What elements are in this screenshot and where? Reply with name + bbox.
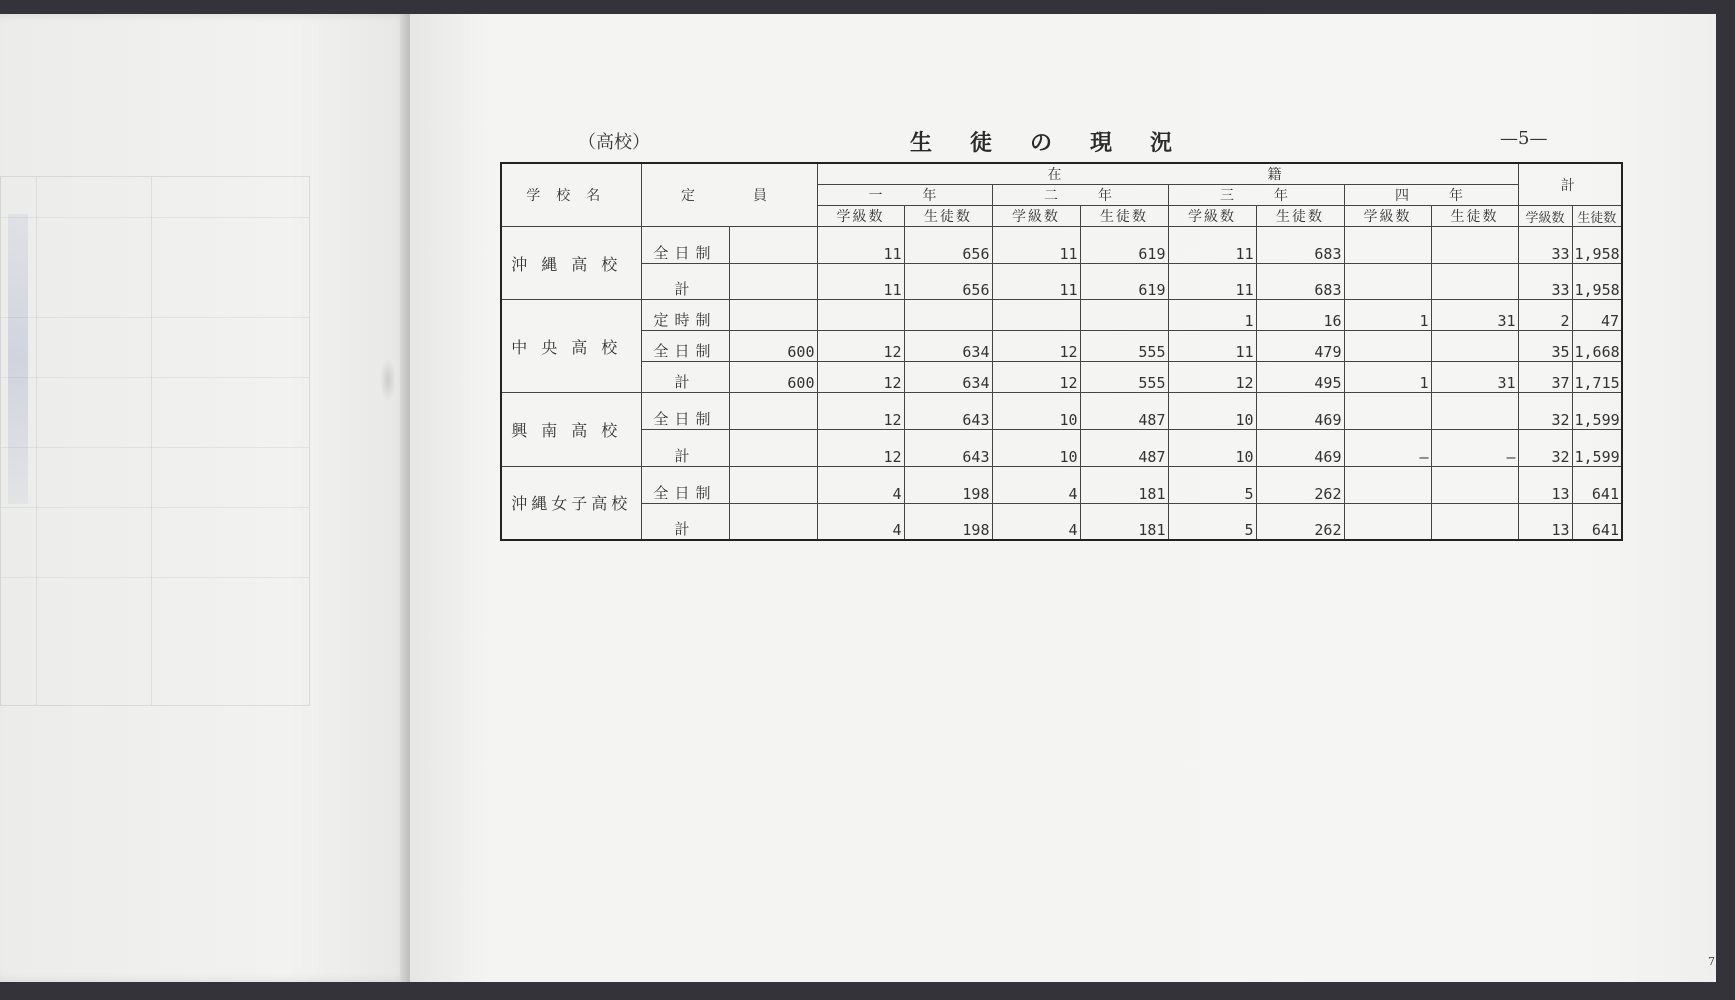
year4-student-count: — [1431,430,1518,467]
year2-student-count: 487 [1080,430,1168,467]
capacity-cell [729,300,817,331]
year2-student-count: 619 [1080,263,1168,300]
capacity-cell [729,503,817,540]
header-enrolled: 在 籍 [817,163,1518,185]
total-class-count: 13 [1518,503,1572,540]
school-name: 中央高校 [501,300,641,393]
capacity-cell: 600 [729,331,817,362]
table-row [501,227,1622,264]
header-student-count: 生徒数 [904,206,992,227]
total-student-count: 1,668 [1572,331,1622,362]
header-class-count: 学級数 [817,206,904,227]
total-class-count: 33 [1518,227,1572,264]
capacity-cell [729,466,817,503]
year2-class-count: 4 [992,503,1080,540]
total-student-count: 1,958 [1572,227,1622,264]
enrollment-type: 全日制 [641,466,729,503]
year2-student-count: 181 [1080,466,1168,503]
year3-student-count: 469 [1256,430,1344,467]
year1-student-count: 643 [904,430,992,467]
school-name: 興南高校 [501,393,641,466]
header-total-student-count: 生徒数 [1572,206,1622,227]
enrollment-type: 全日制 [641,331,729,362]
total-class-count: 2 [1518,300,1572,331]
year4-student-count [1431,393,1518,430]
year4-class-count [1344,331,1431,362]
year3-student-count: 469 [1256,393,1344,430]
table-row [501,263,1622,300]
year3-student-count: 262 [1256,466,1344,503]
header-school-name: 学校名 [501,163,641,227]
capacity-cell: 600 [729,362,817,393]
header-year-2: 二 年 [992,185,1168,206]
student-status-table [500,162,1623,541]
year3-class-count: 10 [1168,430,1256,467]
year2-class-count: 10 [992,430,1080,467]
total-class-count: 37 [1518,362,1572,393]
total-class-count: 33 [1518,263,1572,300]
bleed-through-strip [8,214,28,504]
header-student-count: 生徒数 [1080,206,1168,227]
total-class-count: 35 [1518,331,1572,362]
header-class-count: 学級数 [992,206,1080,227]
year1-student-count [904,300,992,331]
year2-student-count [1080,300,1168,331]
table-row [501,362,1622,393]
capacity-cell [729,227,817,264]
total-student-count: 47 [1572,300,1622,331]
year1-student-count: 634 [904,362,992,393]
total-student-count: 1,599 [1572,430,1622,467]
year4-class-count [1344,503,1431,540]
year3-student-count: 262 [1256,503,1344,540]
table-row [501,300,1622,331]
year3-student-count: 683 [1256,263,1344,300]
enrollment-type: 計 [641,263,729,300]
year2-class-count: 11 [992,263,1080,300]
year4-student-count: 31 [1431,300,1518,331]
year1-student-count: 198 [904,466,992,503]
year1-class-count: 11 [817,227,904,264]
header-capacity: 定 員 [641,163,817,227]
enrollment-type: 定時制 [641,300,729,331]
capacity-cell [729,393,817,430]
year1-class-count: 12 [817,393,904,430]
total-student-count: 1,599 [1572,393,1622,430]
enrollment-type: 計 [641,362,729,393]
year4-student-count [1431,227,1518,264]
year2-class-count: 10 [992,393,1080,430]
year3-class-count: 11 [1168,331,1256,362]
total-class-count: 32 [1518,430,1572,467]
year1-class-count: 4 [817,503,904,540]
year4-student-count [1431,466,1518,503]
year2-student-count: 181 [1080,503,1168,540]
year4-class-count: 1 [1344,362,1431,393]
year3-class-count: 5 [1168,503,1256,540]
enrollment-type: 計 [641,503,729,540]
capacity-cell [729,430,817,467]
left-page [0,14,410,982]
bleed-through-table [0,176,310,706]
year1-student-count: 634 [904,331,992,362]
year2-class-count: 12 [992,331,1080,362]
year2-class-count [992,300,1080,331]
total-class-count: 13 [1518,466,1572,503]
year4-student-count [1431,263,1518,300]
year2-class-count: 11 [992,227,1080,264]
year4-class-count [1344,263,1431,300]
year4-student-count: 31 [1431,362,1518,393]
header-class-count: 学級数 [1168,206,1256,227]
year4-class-count [1344,466,1431,503]
header-total: 計 [1518,163,1622,206]
header-student-count: 生徒数 [1256,206,1344,227]
enrollment-type: 計 [641,430,729,467]
year4-class-count: 1 [1344,300,1431,331]
year4-student-count [1431,331,1518,362]
corner-mark: 7 [1708,955,1715,968]
year1-student-count: 198 [904,503,992,540]
year3-class-count: 11 [1168,263,1256,300]
total-student-count: 1,715 [1572,362,1622,393]
year3-student-count: 16 [1256,300,1344,331]
year1-class-count: 12 [817,362,904,393]
year3-class-count: 11 [1168,227,1256,264]
table-row [501,503,1622,540]
header-student-count: 生徒数 [1431,206,1518,227]
table-row [501,430,1622,467]
year3-class-count: 10 [1168,393,1256,430]
header-year-4: 四 年 [1344,185,1518,206]
year1-student-count: 656 [904,263,992,300]
total-student-count: 641 [1572,503,1622,540]
header-class-count: 学級数 [1344,206,1431,227]
capacity-cell [729,263,817,300]
header-year-3: 三 年 [1168,185,1344,206]
year1-student-count: 643 [904,393,992,430]
year1-class-count: 4 [817,466,904,503]
enrollment-type: 全日制 [641,227,729,264]
year1-class-count: 12 [817,331,904,362]
total-student-count: 1,958 [1572,263,1622,300]
table-row [501,331,1622,362]
total-class-count: 32 [1518,393,1572,430]
year4-class-count [1344,227,1431,264]
year2-student-count: 555 [1080,362,1168,393]
school-name: 沖縄女子高校 [501,466,641,540]
table-body [501,227,1622,541]
year3-student-count: 683 [1256,227,1344,264]
year4-class-count [1344,393,1431,430]
year3-class-count: 1 [1168,300,1256,331]
page-number: —5— [1500,128,1548,149]
year1-student-count: 656 [904,227,992,264]
table-row [501,466,1622,503]
school-name: 沖縄高校 [501,227,641,300]
year3-student-count: 479 [1256,331,1344,362]
binding-tear [380,358,396,402]
year1-class-count: 12 [817,430,904,467]
table-row [501,393,1622,430]
year2-class-count: 12 [992,362,1080,393]
year2-student-count: 487 [1080,393,1168,430]
year4-class-count: — [1344,430,1431,467]
year3-class-count: 12 [1168,362,1256,393]
year2-student-count: 555 [1080,331,1168,362]
header-total-class-count: 学級数 [1518,206,1572,227]
year1-class-count [817,300,904,331]
school-type-label: （高校） [578,132,650,153]
year2-student-count: 619 [1080,227,1168,264]
year2-class-count: 4 [992,466,1080,503]
year4-student-count [1431,503,1518,540]
year3-student-count: 495 [1256,362,1344,393]
year1-class-count: 11 [817,263,904,300]
header-year-1: 一 年 [817,185,992,206]
total-student-count: 641 [1572,466,1622,503]
enrollment-type: 全日制 [641,393,729,430]
year3-class-count: 5 [1168,466,1256,503]
page-title: 生徒の現況 [910,130,1211,156]
